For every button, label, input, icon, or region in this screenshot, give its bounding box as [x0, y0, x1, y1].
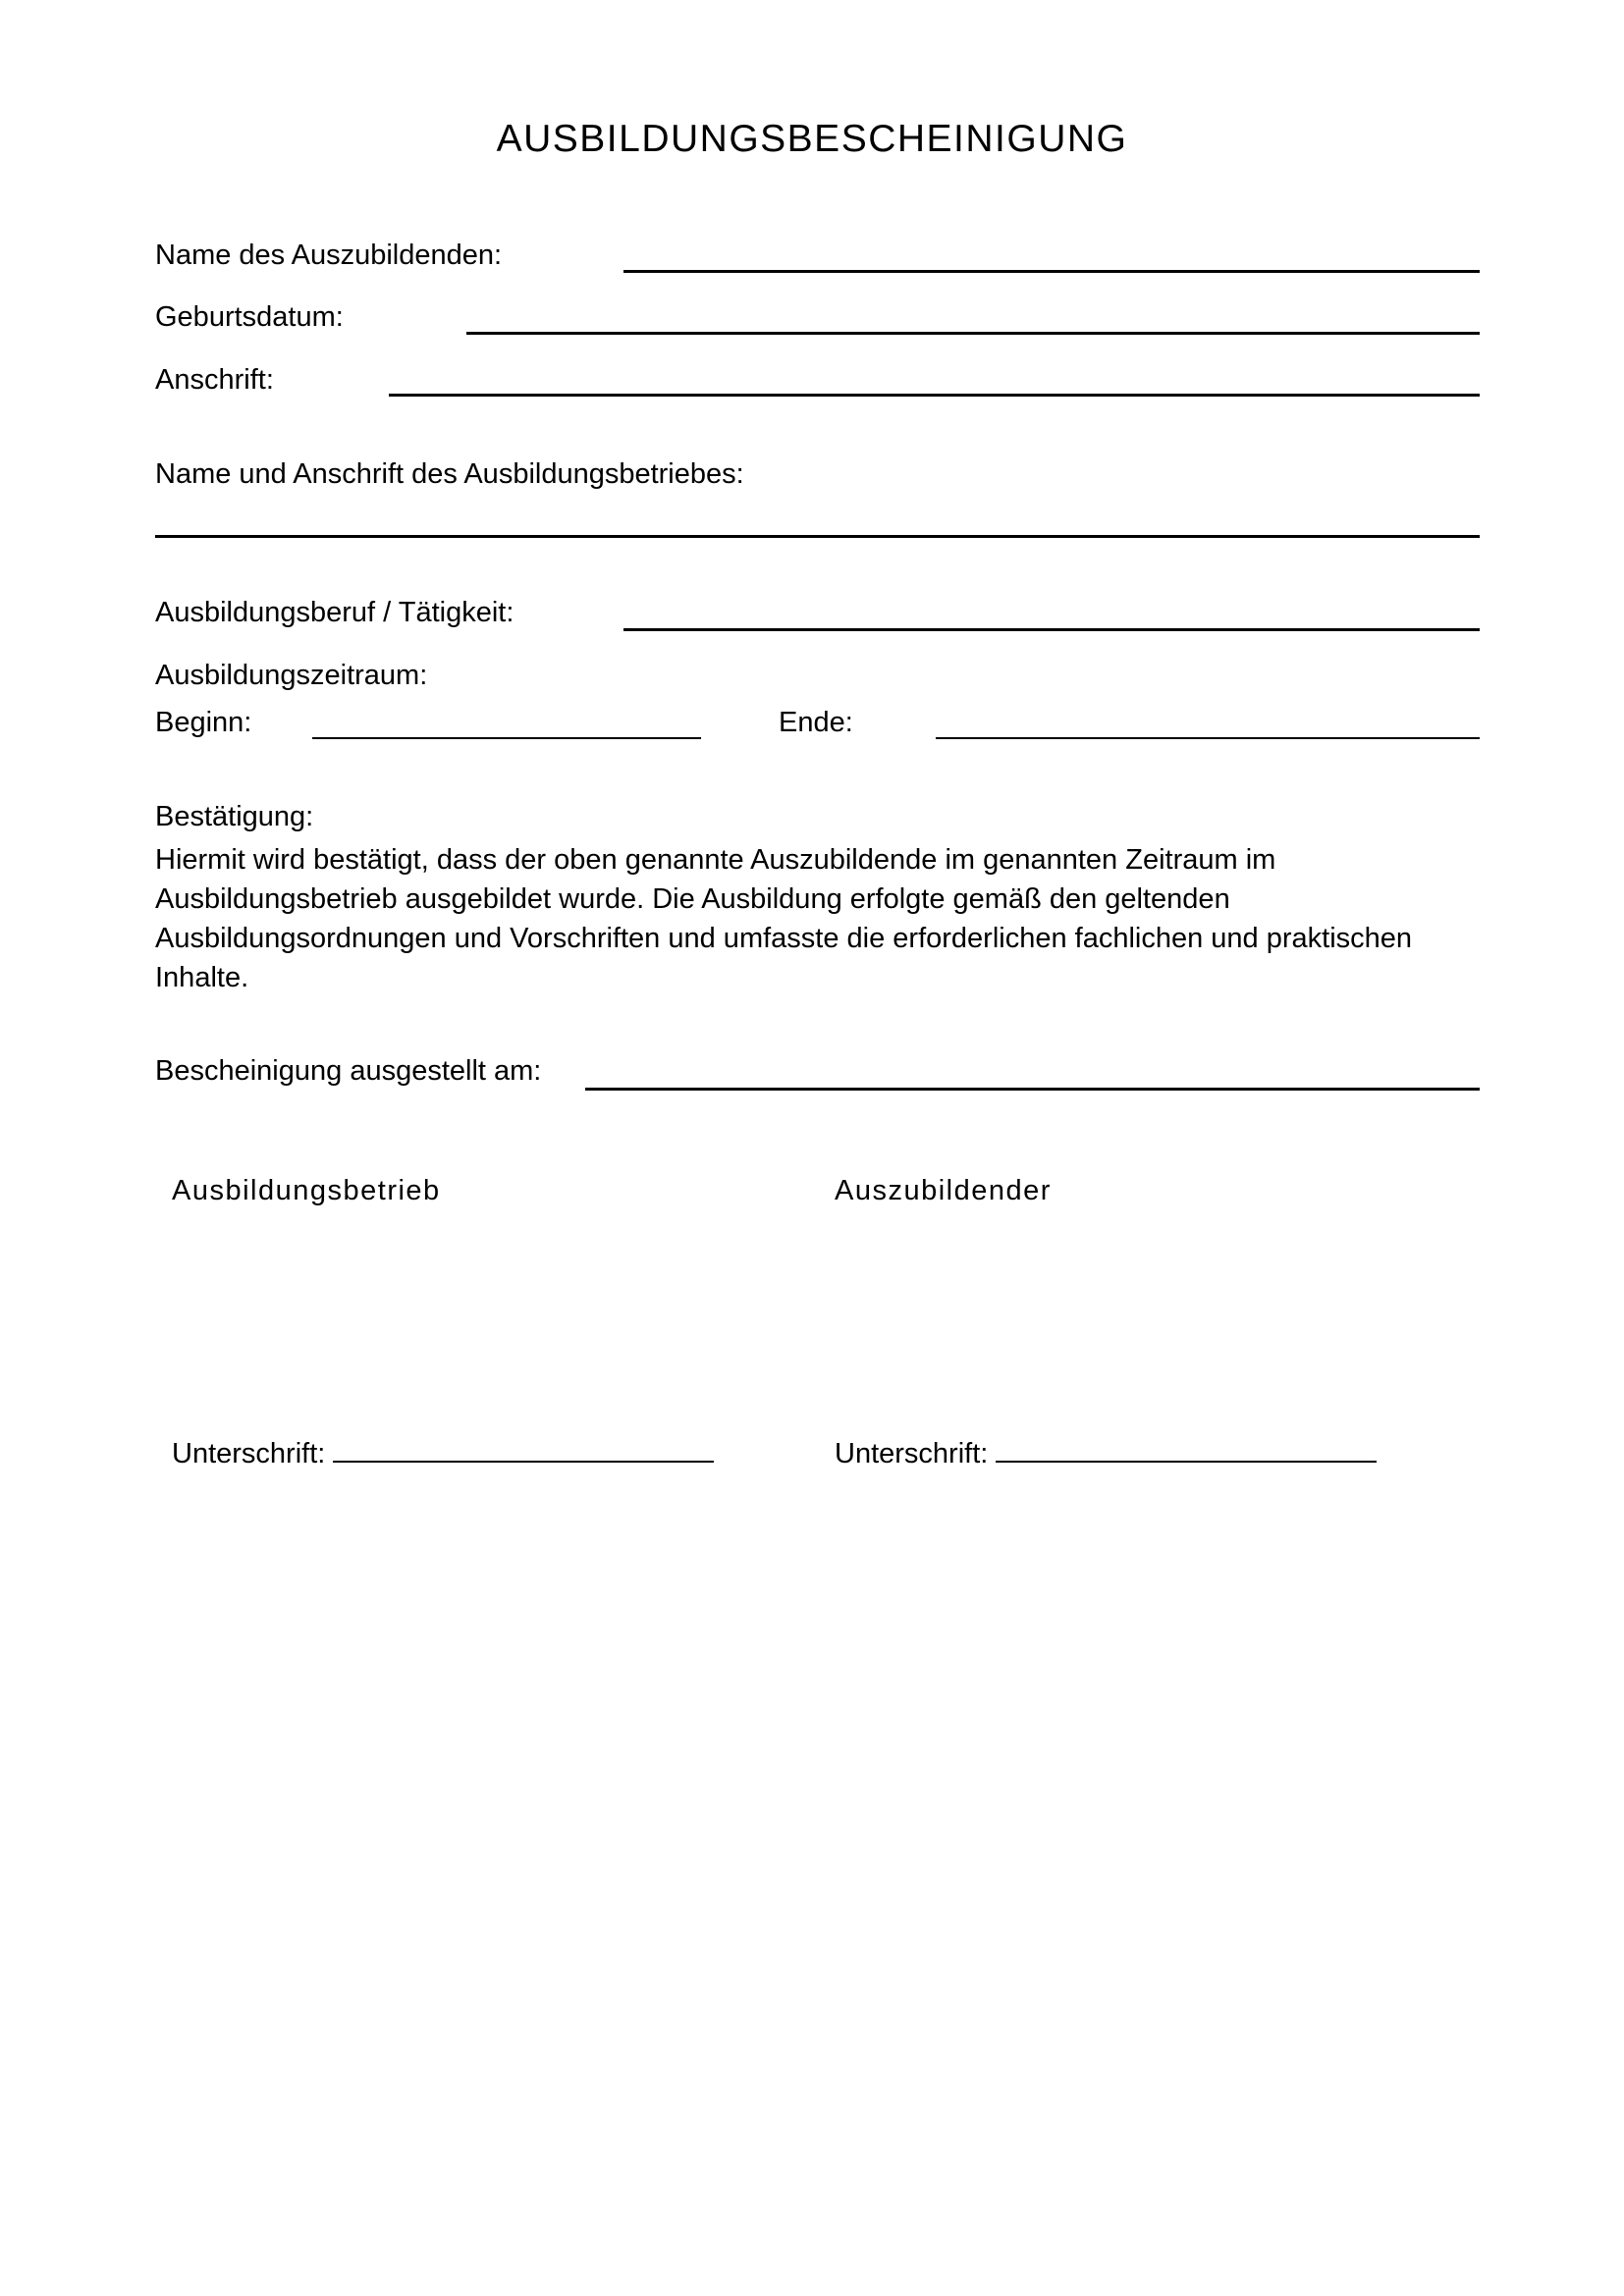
begin-field[interactable] [312, 737, 701, 739]
company-signature-field[interactable] [333, 1461, 714, 1463]
issued-field[interactable] [585, 1088, 1480, 1091]
company-signature-heading: Ausbildungsbetrieb [172, 1175, 441, 1206]
end-label: Ende: [779, 707, 853, 738]
address-label: Anschrift: [155, 364, 274, 396]
name-label: Name des Auszubildenden: [155, 240, 503, 271]
issued-label: Bescheinigung ausgestellt am: [155, 1055, 542, 1087]
trainee-signature-label: Unterschrift: [835, 1438, 989, 1469]
begin-label: Beginn: [155, 707, 252, 738]
period-label: Ausbildungszeitraum: [155, 660, 428, 691]
end-field[interactable] [936, 737, 1480, 739]
trainee-signature-field[interactable] [996, 1461, 1377, 1463]
profession-field[interactable] [623, 628, 1480, 631]
trainee-signature-heading: Auszubildender [835, 1175, 1052, 1206]
company-label: Name und Anschrift des Ausbildungsbetriebes: [155, 458, 744, 490]
confirmation-text: Hiermit wird bestätigt, dass der oben genannte Auszubildende im genannten Zeitraum im Ausbildungsbetrieb ausgebildet wurde. Die Ausbildung erfolgte gemäß den geltenden Ausbildungsordnungen und Vorschriften und umfasste die erforderlichen fachlichen und praktischen Inhalte. [155, 844, 1413, 993]
address-field[interactable] [389, 394, 1480, 397]
company-signature-label: Unterschrift: [172, 1438, 326, 1469]
profession-label: Ausbildungsberuf / Tätigkeit: [155, 597, 514, 628]
company-signature-row [172, 1436, 714, 1471]
page-title: AUSBILDUNGSBESCHEINIGUNG [496, 118, 1128, 160]
name-field[interactable] [623, 270, 1480, 273]
trainee-signature-row [835, 1436, 1377, 1471]
birthdate-field[interactable] [466, 332, 1480, 335]
company-field[interactable] [155, 535, 1480, 538]
birthdate-label: Geburtsdatum: [155, 301, 344, 333]
confirmation-heading: Bestätigung: [155, 801, 314, 832]
